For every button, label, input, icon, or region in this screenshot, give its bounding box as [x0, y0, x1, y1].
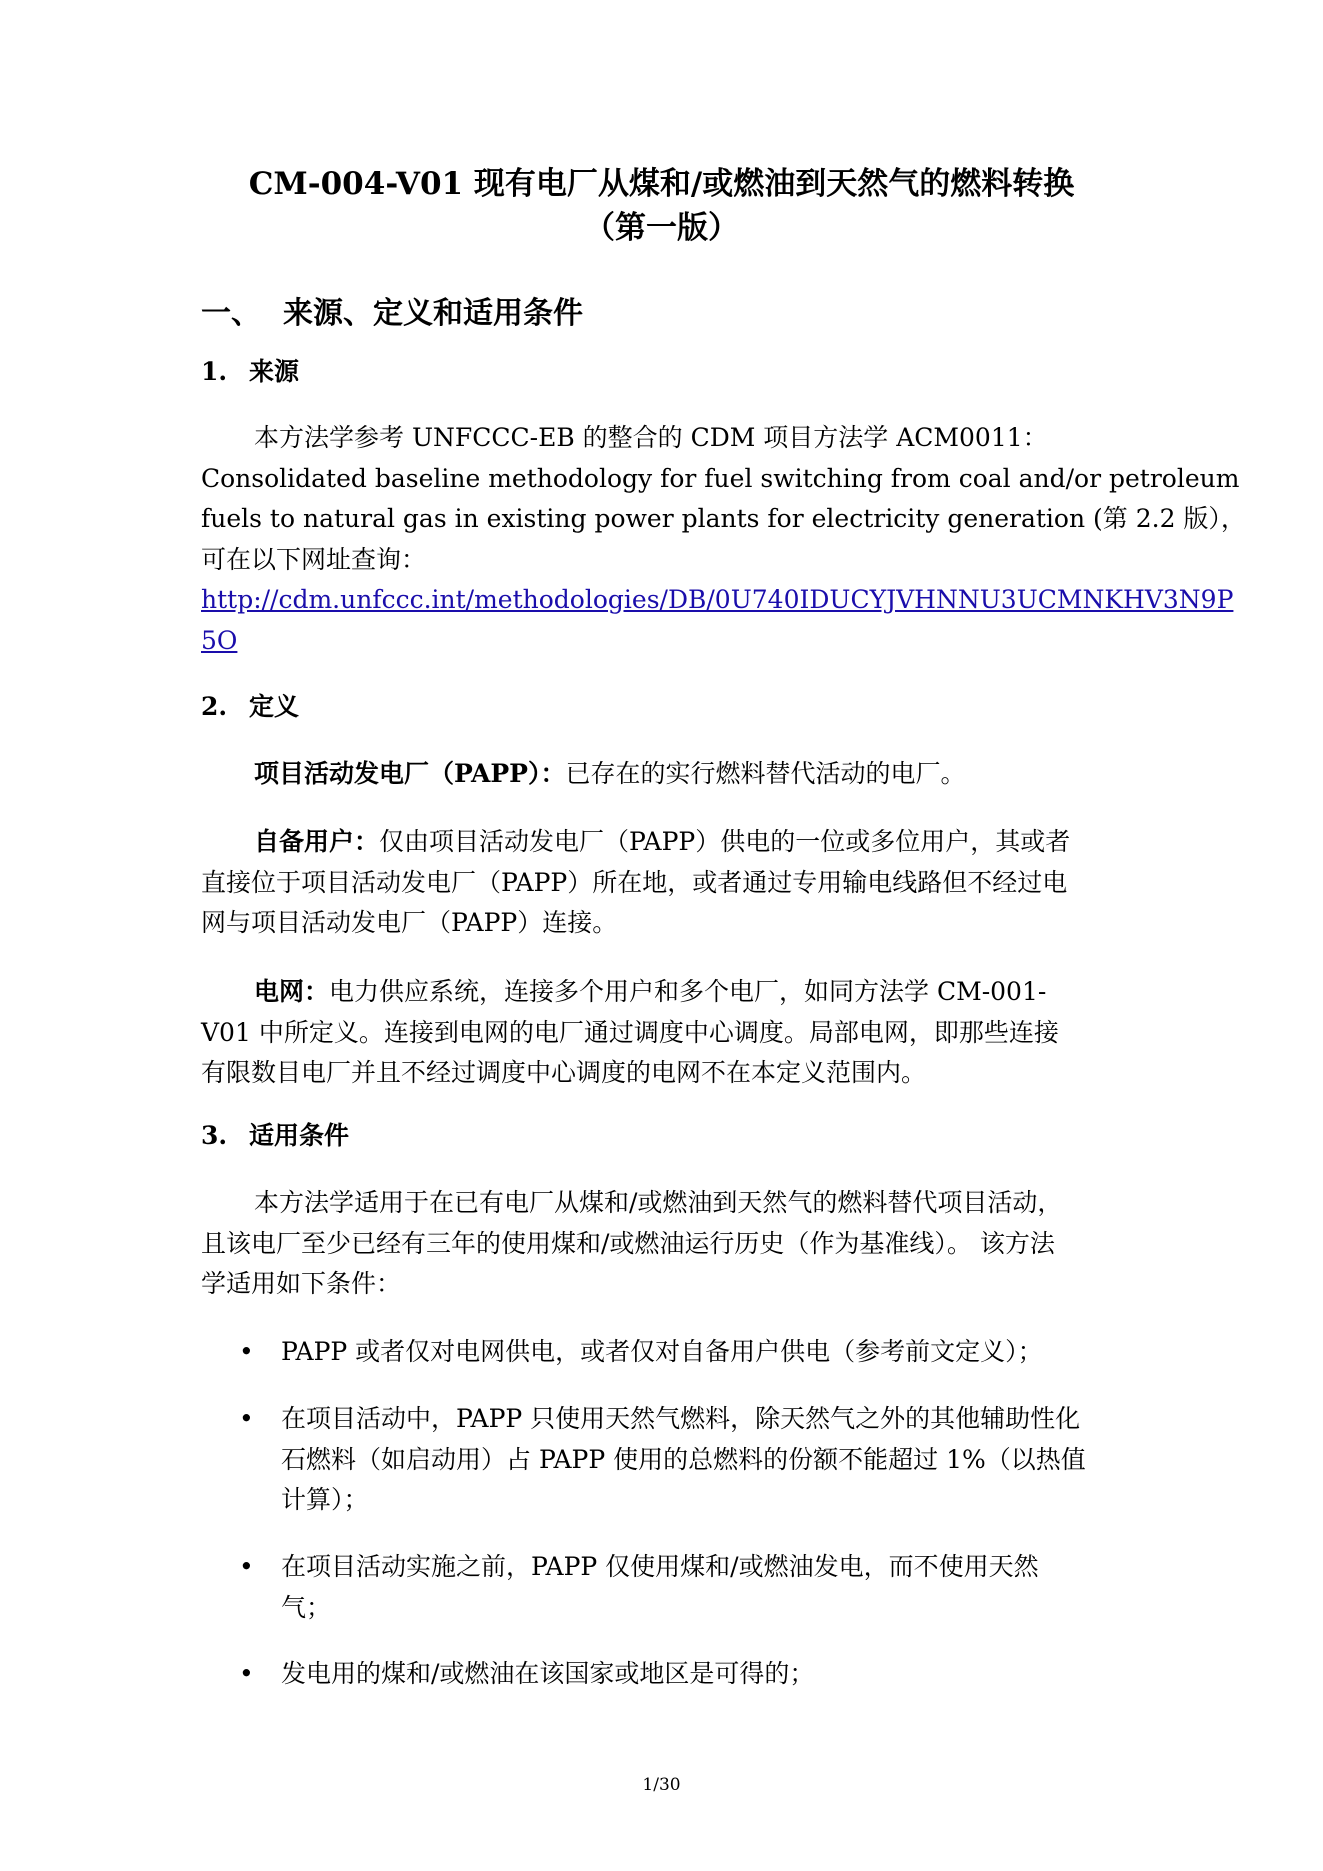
definition-text: 有限数目电厂并且不经过调度中心调度的电网不在本定义范围内。 — [201, 1058, 927, 1087]
applicability-paragraph — [201, 1183, 1127, 1305]
applicability-number: 3. — [201, 1121, 228, 1150]
applicability-line: 学适用如下条件： — [201, 1269, 402, 1298]
list-item-text: 气； — [281, 1592, 332, 1622]
methodology-link-continued[interactable]: 5O — [201, 625, 238, 655]
applicability-title: 适用条件 — [249, 1121, 350, 1150]
page-number: 1/30 — [642, 1775, 681, 1795]
source-line: 可在以下网址查询： — [201, 544, 427, 574]
definition-papp — [201, 754, 1127, 795]
definition-text: 直接位于项目活动发电厂（PAPP）所在地，或者通过专用输电线路但不经过电 — [201, 867, 1068, 897]
source-paragraph — [201, 418, 1246, 661]
bullet-icon: • — [239, 1404, 254, 1433]
definition-term: 项目活动发电厂（PAPP）： — [254, 759, 566, 788]
source-line: 本方法学参考 UNFCCC-EB 的整合的 CDM 项目方法学 ACM0011： — [254, 423, 1048, 452]
definitions-number: 2. — [201, 692, 228, 721]
list-item-text: 石燃料（如启动用）占 PAPP 使用的总燃料的份额不能超过 1%（以热值 — [281, 1444, 1086, 1474]
source-number: 1. — [201, 357, 228, 386]
definition-captive-user — [201, 822, 1127, 944]
definitions-title: 定义 — [249, 692, 300, 721]
definition-text: 已存在的实行燃料替代活动的电厂。 — [565, 759, 966, 788]
list-item-text: 发电用的煤和/或燃油在该国家或地区是可得的； — [281, 1659, 815, 1688]
definition-grid — [201, 972, 1127, 1094]
section-number: 一、 — [201, 296, 261, 331]
bullet-icon: • — [239, 1552, 254, 1581]
definitions-heading — [201, 690, 299, 724]
source-line: fuels to natural gas in existing power plants for electricity generation (第 2.2 版）， — [201, 504, 1246, 533]
source-title: 来源 — [249, 357, 300, 386]
methodology-link[interactable]: http://cdm.unfccc.int/methodologies/DB/0U740IDUCYJVHNNU3UCMNKHV3N9P — [201, 585, 1234, 614]
applicability-line: 本方法学适用于在已有电厂从煤和/或燃油到天然气的燃料替代项目活动， — [254, 1188, 1063, 1217]
source-heading — [201, 355, 299, 389]
definition-term: 自备用户： — [254, 827, 380, 856]
applicability-heading — [201, 1119, 349, 1153]
applicability-line: 且该电厂至少已经有三年的使用煤和/或燃油运行历史（作为基准线）。 该方法 — [201, 1228, 1055, 1258]
list-item-text: PAPP 或者仅对电网供电，或者仅对自备用户供电（参考前文定义）； — [281, 1337, 1043, 1366]
section-title: 来源、定义和适用条件 — [283, 296, 583, 331]
list-item-text: 在项目活动实施之前，PAPP 仅使用煤和/或燃油发电，而不使用天然 — [281, 1552, 1039, 1581]
list-item-text: 计算）； — [281, 1485, 369, 1514]
bullet-icon: • — [239, 1337, 254, 1366]
list-item-text: 在项目活动中，PAPP 只使用天然气燃料，除天然气之外的其他辅助性化 — [281, 1404, 1081, 1433]
section-heading — [201, 294, 583, 334]
document-subtitle: （第一版） — [584, 210, 739, 246]
bullet-icon: • — [239, 1659, 254, 1688]
definition-text: 仅由项目活动发电厂（PAPP）供电的一位或多位用户，其或者 — [379, 827, 1071, 856]
definition-term: 电网： — [254, 977, 330, 1006]
document-title: CM-004-V01 现有电厂从煤和/或燃油到天然气的燃料转换 — [248, 166, 1075, 202]
source-line: Consolidated baseline methodology for fuel switching from coal and/or petroleum — [201, 463, 1240, 493]
definition-text: V01 中所定义。连接到电网的电厂通过调度中心调度。局部电网，即那些连接 — [201, 1017, 1059, 1047]
definition-text: 网与项目活动发电厂（PAPP）连接。 — [201, 908, 618, 937]
definition-text: 电力供应系统，连接多个用户和多个电厂，如同方法学 CM-001- — [329, 977, 1047, 1006]
